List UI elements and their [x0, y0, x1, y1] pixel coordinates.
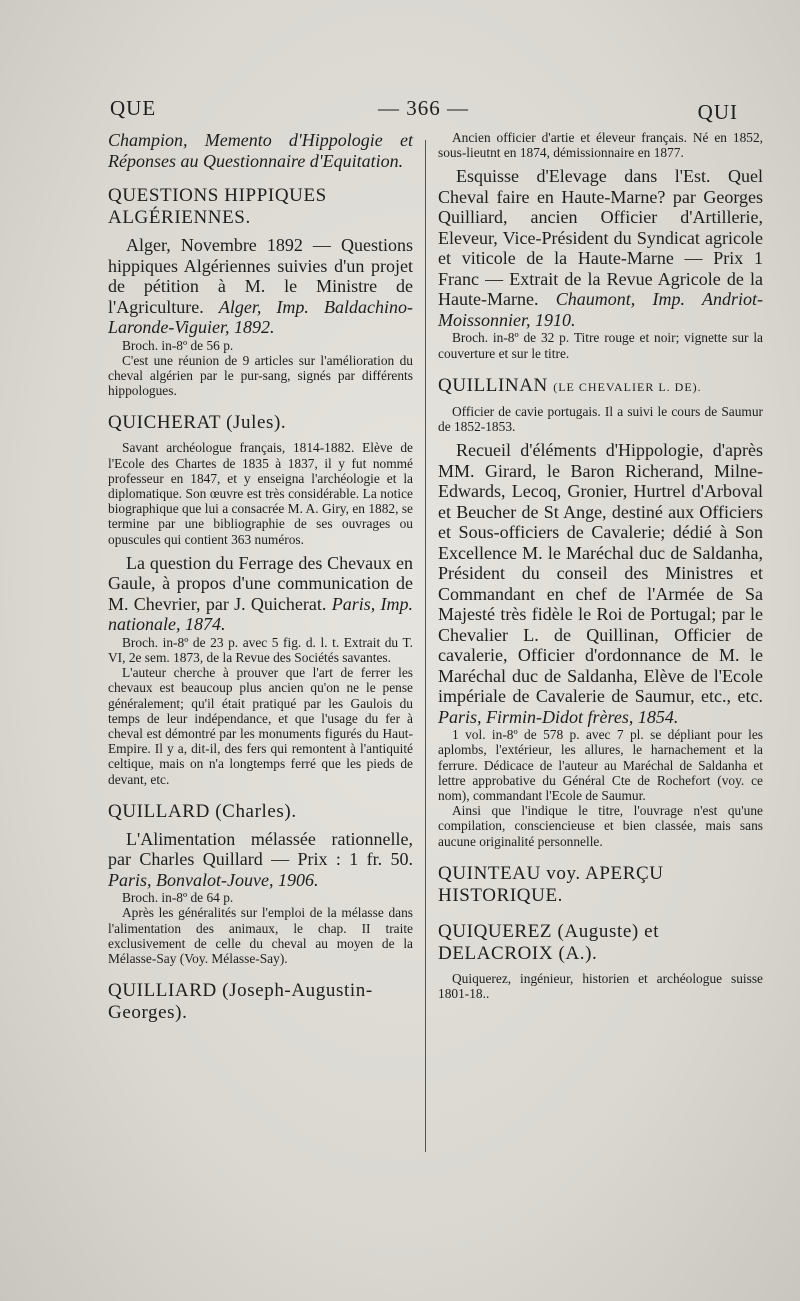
entry-title: L'Alimentation mélassée rationnelle, par Charles Quillard — Prix : 1 fr. 50. Paris, Bonvalot-Jouve, 1906.: [108, 828, 413, 890]
entry-note: Broch. in-8º de 56 p.: [122, 337, 234, 353]
entry-heading: QUILLIARD (Joseph-Augustin-Georges).: [108, 980, 373, 1024]
entry-note: 1 vol. in-8º de 578 p. avec 7 pl. se dépliant pour les aplombs, l'extérieur, les allures, le harnachement et la ferrure. Dédicace de l'auteur au Maréchal de Saldanha et lettre approbative du Général Cte de Rochefort (voy. ce nom), commandant l'Ecole de Saumur.: [438, 727, 763, 804]
entry-heading: QUESTIONS HIPPIQUES ALGÉRIENNES.: [108, 185, 327, 228]
running-header: [110, 96, 738, 126]
entry-note: Broch. in-8º de 23 p. avec 5 fig. d. l. t. Extrait du T. VI, 2e sem. 1873, de la Revue des Sociétés savantes.: [108, 634, 413, 665]
entry-title: Alger, Novembre 1892 — Questions hippiques Algériennes suivies d'un projet de pétition à M. le Ministre de l'Agriculture. Alger, Imp. Baldachino-Laronde-Viguier, 1892.: [108, 235, 414, 337]
header-right: QUI: [697, 100, 738, 124]
entry-note: Après les généralités sur l'emploi de la mélasse dans l'alimentation des animaux, le chap. II traite exclusivement de celle du cheval au moyen de la Mélasse-Say (Voy. Mélasse-Say).: [108, 905, 413, 967]
entry-note: C'est une réunion de 9 articles sur l'amélioration du cheval algérien par le pur-sang, signés par différents hippologues.: [108, 352, 413, 399]
entry-note: Ainsi que l'indique le titre, l'ouvrage n'est qu'une compilation, consciencieuse et bien classée, mais sans aucune originalité personnelle.: [438, 803, 763, 849]
entry-bio: Officier de cavie portugais. Il a suivi le cours de Saumur de 1852-1853.: [438, 403, 763, 435]
right-column: [438, 130, 763, 1001]
left-column: [108, 130, 413, 1030]
page-number: — 366 —: [378, 96, 469, 120]
column-divider: [425, 140, 426, 1152]
entry-heading: QUIQUEREZ (Auguste) et DELACROIX (A.).: [438, 920, 660, 964]
header-left: QUE: [110, 96, 157, 120]
entry-note: L'auteur cherche à prouver que l'art de ferrer les chevaux est beaucoup plus ancien qu'on ne le pense généralement; qu'il était pratiqué par les Gaulois du temps de leur indépendance, et que l'usage du fer à cheval est démontré par les monuments figurés du Haut-Empire. Il y a, dit-il, des fers qui remontent à l'antiquité celtique, mais on n'a longtemps ferré que les pieds de devant, etc.: [108, 665, 413, 787]
entry-bio: Quiquerez, ingénieur, historien et archéologue suisse 1801-18..: [438, 970, 763, 1002]
entry-heading: QUILLINAN (LE CHEVALIER L. DE).: [438, 374, 702, 396]
top-title: Champion, Memento d'Hippologie et Réponses au Questionnaire d'Equitation.: [108, 130, 413, 171]
entry-note: Broch. in-8º de 64 p.: [122, 890, 234, 906]
entry-heading: QUILLARD (Charles).: [108, 800, 297, 822]
entry-bio: Savant archéologue français, 1814-1882. Elève de l'Ecole des Chartes de 1835 à 1837, il y fut nommé professeur en 1847, et y enseigna l'archéologie et la diplomatique. Son œuvre est très considérable. La notice biographique que lui a consacrée M. A. Giry, en 1882, se termine par une bibliographie de ses ouvrages ou opuscules qui contient 363 numéros.: [108, 440, 413, 547]
entry-bio: Ancien officier d'artie et éleveur français. Né en 1852, sous-lieutnt en 1874, démissionnaire en 1877.: [438, 130, 763, 161]
entry-title: La question du Ferrage des Chevaux en Gaule, à propos d'une communication de M. Chevrier, par J. Quicherat. Paris, Imp. nationale, 1874.: [108, 552, 413, 635]
entry-title: Recueil d'éléments d'Hippologie, d'après MM. Girard, le Baron Richerand, Milne-Edwards, Lecoq, Gronier, Hurtrel d'Arboval et Beucher de St Ange, destiné aux Officiers et Sous-officiers de Cavalerie; dédié à Son Excellence M. le Maréchal duc de Saldanha, Président du conseil des Ministres et Commandant en chef de l'Armée de Sa Majesté très fidèle le Roi de Portugal; par le Chevalier L. de Quillinan, Officier de cavalerie, Officier d'ordonnance de M. le Maréchal duc de Saldanha, Elève de l'Ecole impériale de Cavalerie de Saumur, etc., etc. Paris, Firmin-Didot frères, 1854.: [438, 440, 763, 727]
entry-heading: QUICHERAT (Jules).: [108, 412, 287, 434]
entry-heading: QUINTEAU voy. APERÇU HISTORIQUE.: [438, 862, 664, 906]
entry-title: Esquisse d'Elevage dans l'Est. Quel Cheval faire en Haute-Marne? par Georges Quilliard, ancien Officier d'Artillerie, Eleveur, Vice-Président du Syndicat agricole et viticole de la Haute-Marne — Prix 1 Franc — Extrait de la Revue Agricole de la Haute-Marne. Chaumont, Imp. Andriot-Moissonnier, 1910.: [438, 166, 764, 330]
entry-note: Broch. in-8º de 32 p. Titre rouge et noir; vignette sur la couverture et sur le titre.: [438, 330, 763, 361]
